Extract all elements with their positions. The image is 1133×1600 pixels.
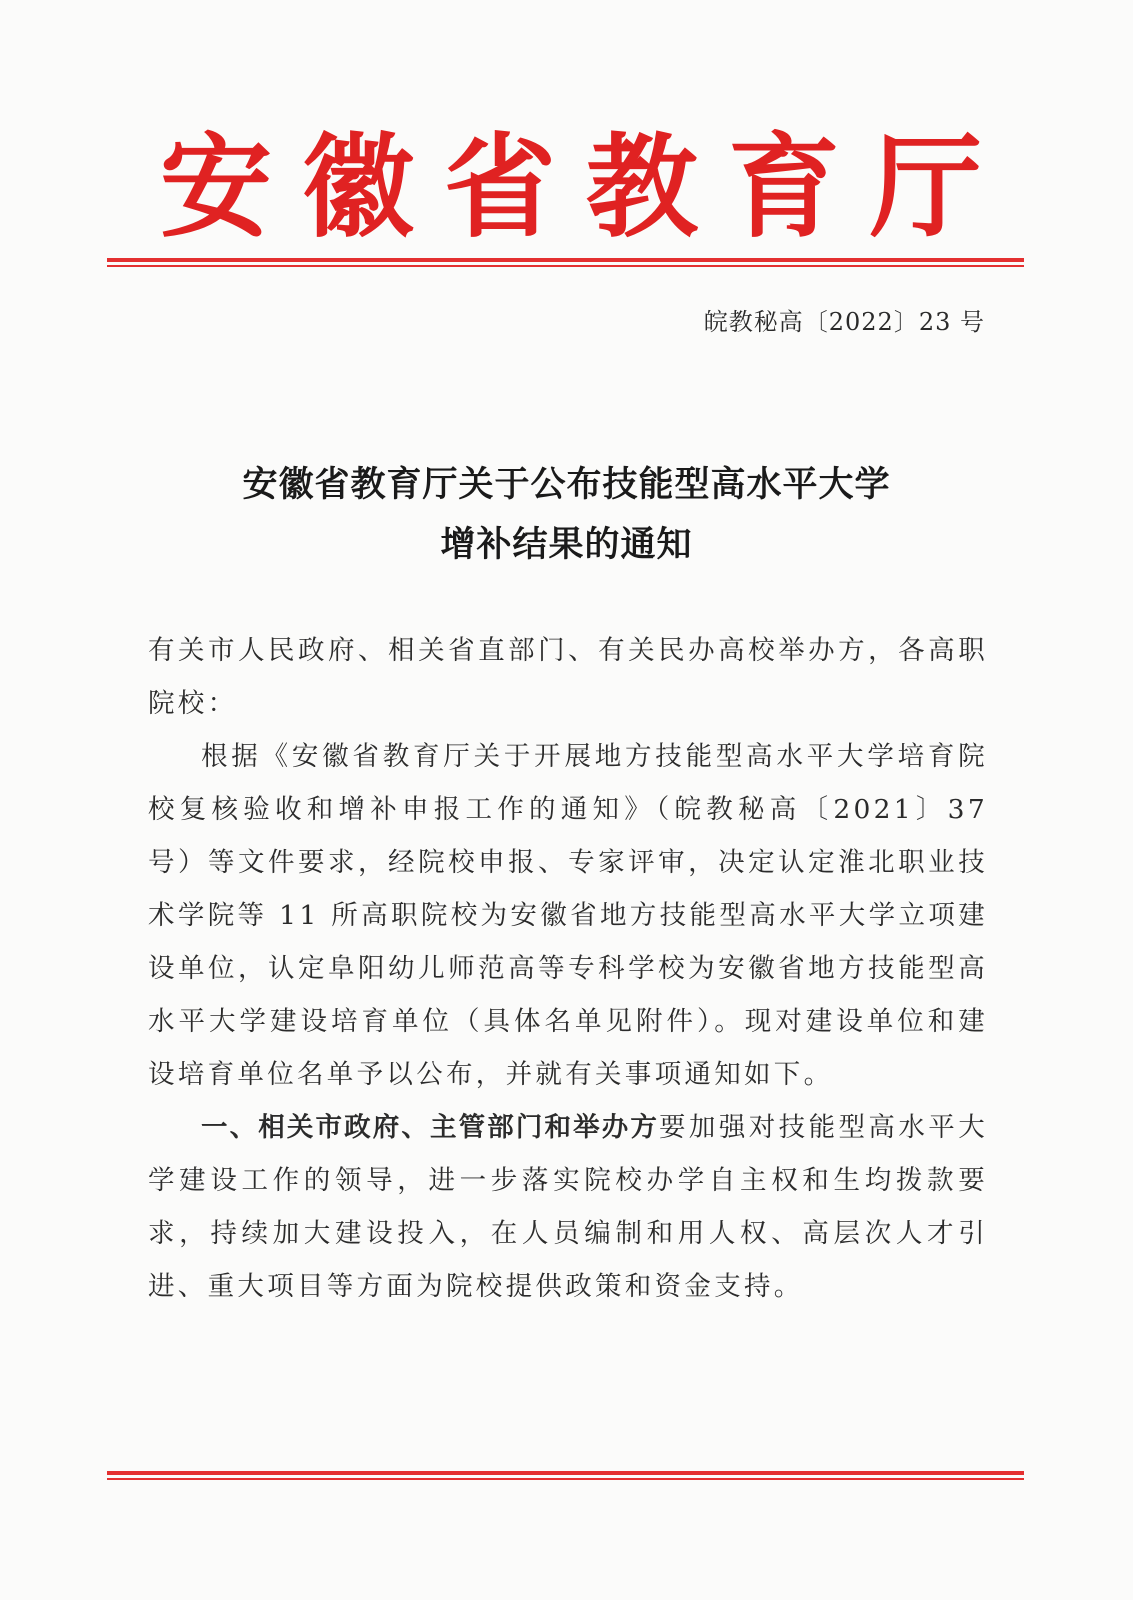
- document-body: [148, 624, 988, 1313]
- red-rule-thin-line: [107, 1478, 1024, 1480]
- red-header-rule: [107, 258, 1024, 267]
- body-item-1: [148, 1101, 988, 1313]
- issuing-organization-header: 安徽省教育厅: [160, 122, 1012, 253]
- document-number: 皖教秘高〔2022〕23 号: [703, 308, 985, 336]
- body-item-1-heading: 一、相关市政府、主管部门和举办方: [201, 1112, 659, 1143]
- red-rule-thick-line: [107, 1471, 1024, 1475]
- red-rule-thick-line: [107, 258, 1024, 262]
- document-title: [130, 455, 1003, 575]
- body-paragraph-1: 根据《安徽省教育厅关于开展地方技能型高水平大学培育院校复核验收和增补申报工作的通知》（皖教秘高〔2021〕37 号）等文件要求，经院校申报、专家评审，决定认定淮北职业技术学院等 11 所高职院校为安徽省地方技能型高水平大学立项建设单位，认定阜阳幼儿师范高等专科学校为安徽省地方技能型高水平大学建设培育单位（具体名单见附件）。现对建设单位和建设培育单位名单予以公布，并就有关事项通知如下。: [148, 741, 988, 1090]
- document-title-line-2: 增补结果的通知: [440, 524, 693, 565]
- document-title-line-1: 安徽省教育厅关于公布技能型高水平大学: [242, 464, 891, 505]
- body-item-1-text: 要加强对技能型高水平大学建设工作的领导，进一步落实院校办学自主权和生均拨款要求，持续加大建设投入，在人员编制和用人权、高层次人才引进、重大项目等方面为院校提供政策和资金支持。: [148, 1112, 988, 1302]
- salutation: 有关市人民政府、相关省直部门、有关民办高校举办方，各高职院校：: [148, 635, 988, 719]
- red-rule-thin-line: [107, 265, 1024, 267]
- red-footer-rule: [107, 1471, 1024, 1480]
